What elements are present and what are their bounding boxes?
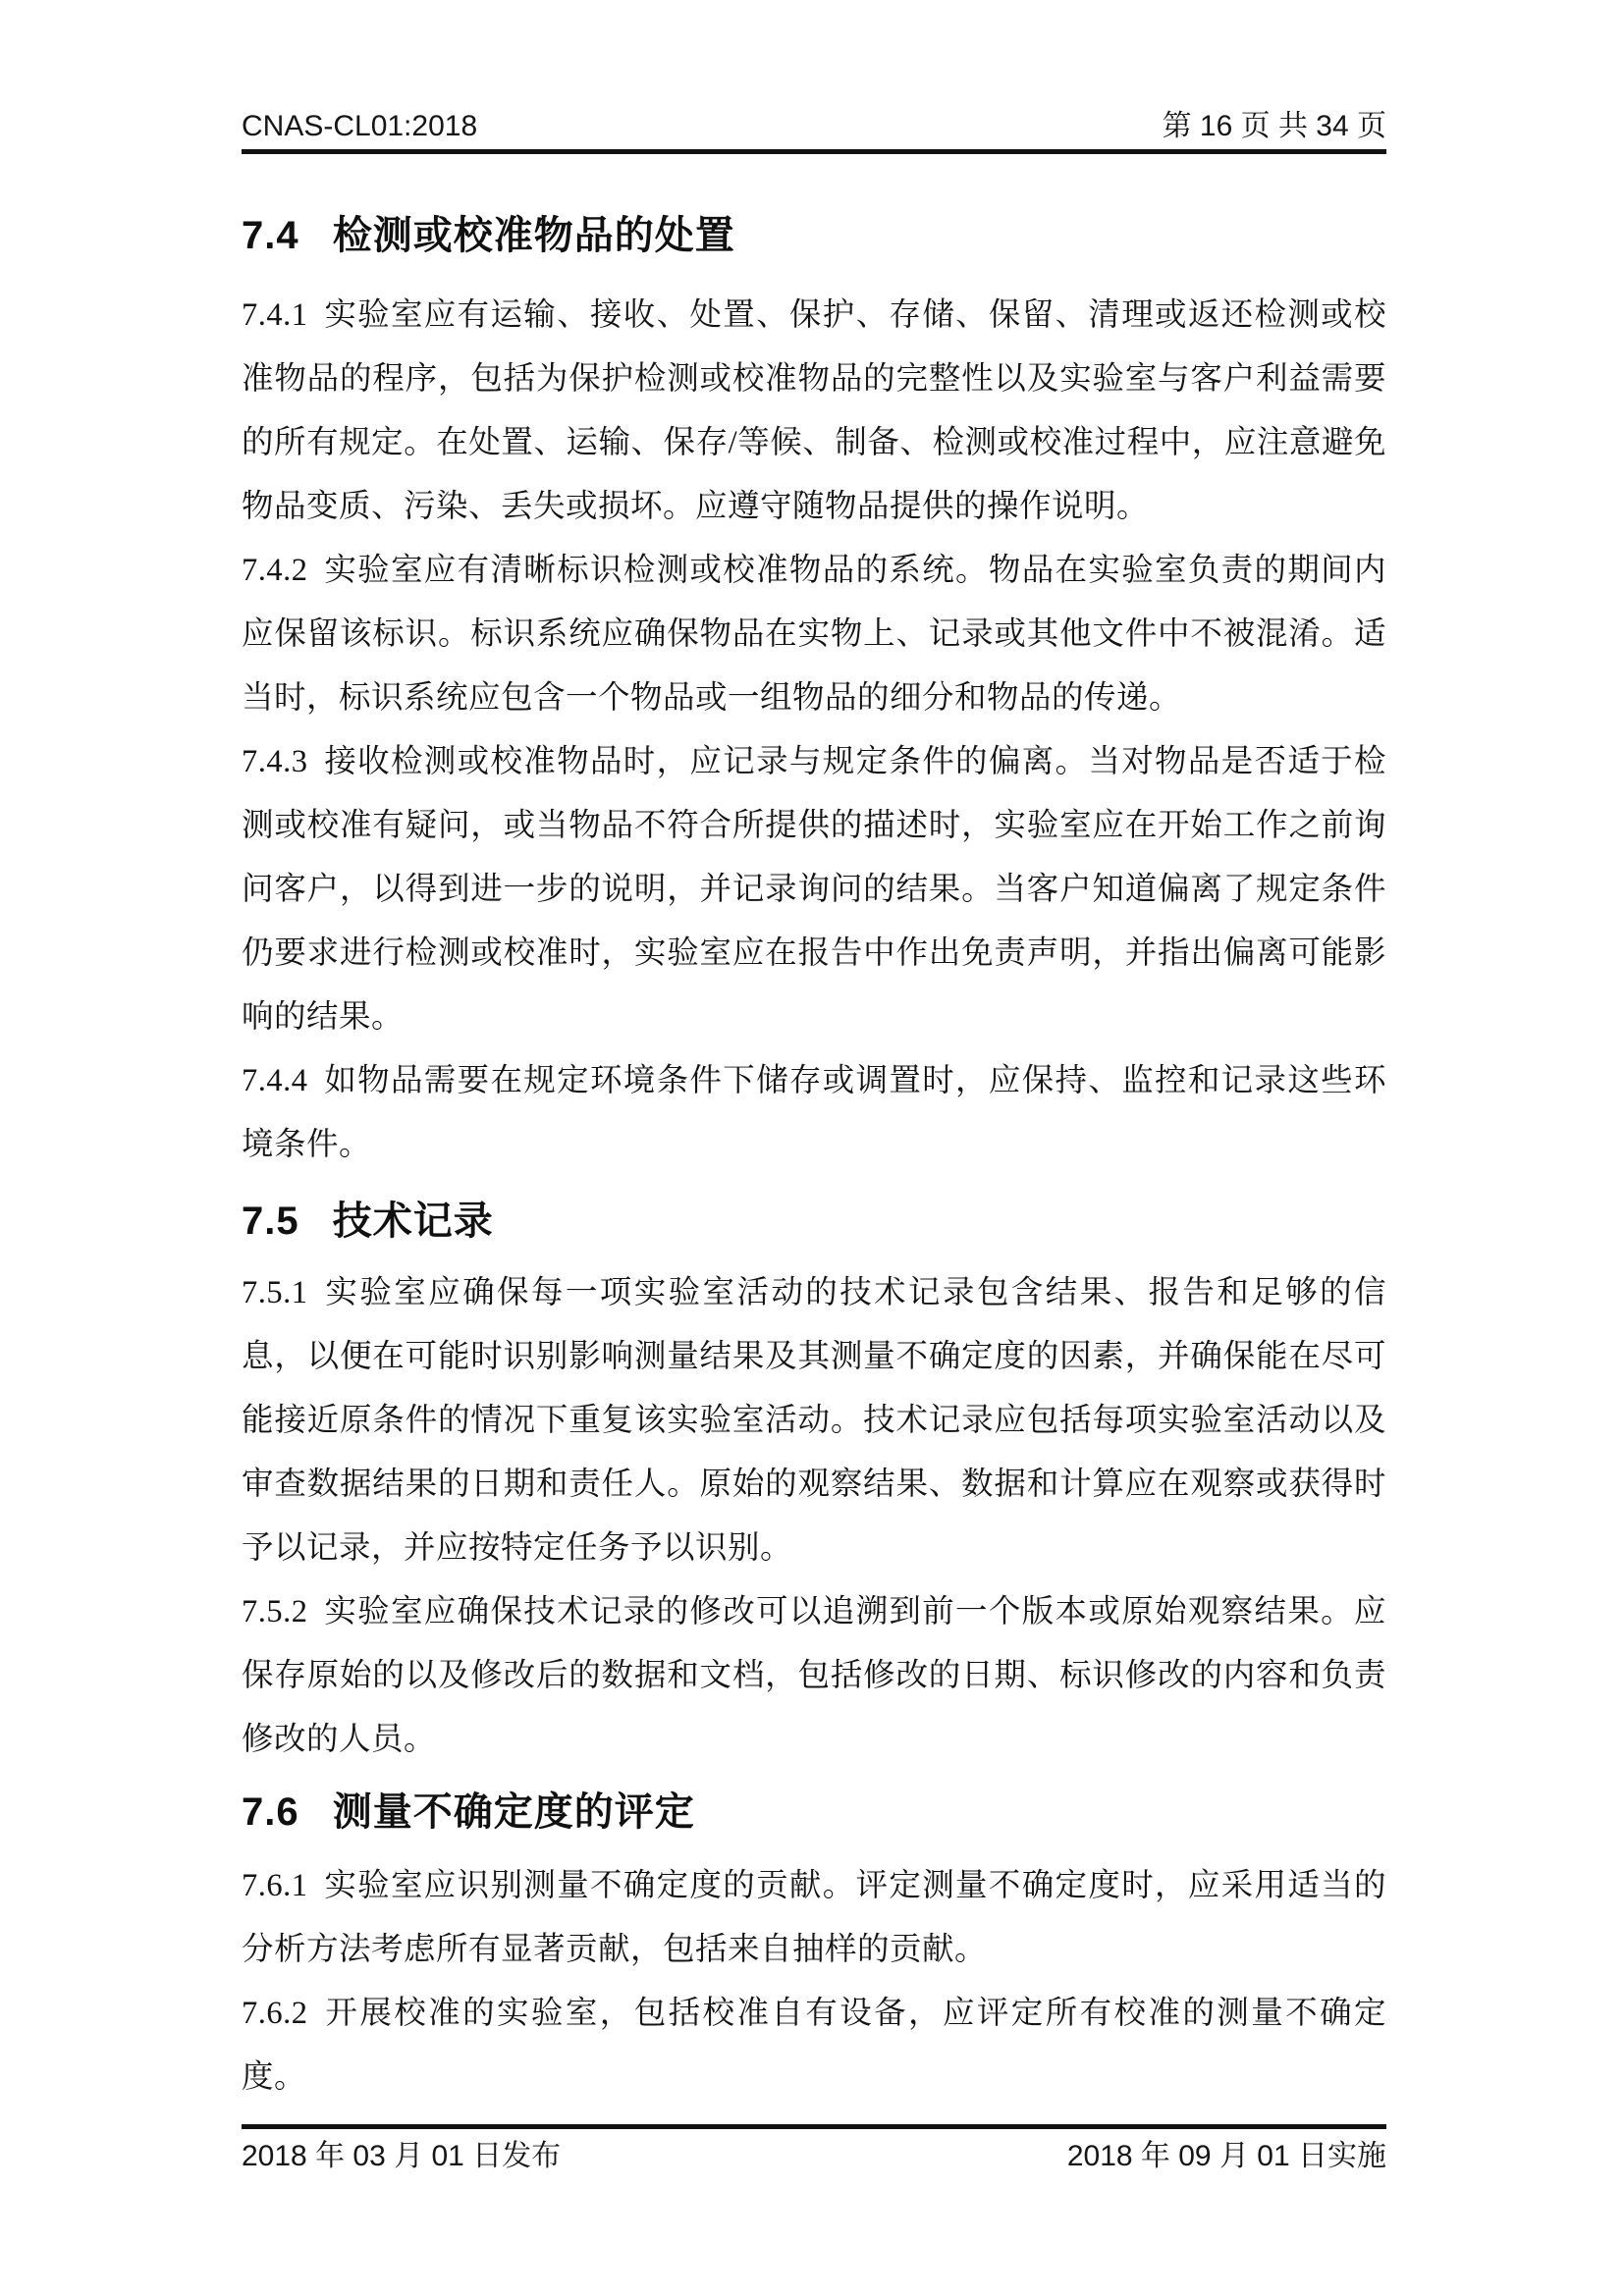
- section-heading-7-6: [242, 1791, 1386, 1833]
- clause-text: 如物品需要在规定环境条件下储存或调置时，应保持、监控和记录这些环境条件。: [242, 1063, 1386, 1162]
- clause-text: 接收检测或校准物品时，应记录与规定条件的偏离。当对物品是否适于检测或校准有疑问，或当物品不符合所提供的描述时，实验室应在开始工作之前询问客户，以得到进一步的说明，并记录询问的结果。当客户知道偏离了规定条件仍要求进行检测或校准时，实验室应在报告中作出免责声明，并指出偏离可能影响的结果。: [242, 744, 1386, 1035]
- clause-7-4-2: [242, 539, 1386, 730]
- header-rule: [242, 149, 1386, 154]
- clause-text: 实验室应确保技术记录的修改可以追溯到前一个版本或原始观察结果。应保存原始的以及修改后的数据和文档，包括修改的日期、标识修改的内容和负责修改的人员。: [242, 1594, 1386, 1757]
- clause-7-4-3: [242, 730, 1386, 1049]
- clause-text: 开展校准的实验室，包括校准自有设备，应评定所有校准的测量不确定度。: [242, 1996, 1386, 2095]
- section-number: 7.4: [242, 214, 299, 257]
- section-title: 检测或校准物品的处置: [332, 214, 735, 257]
- clause-number: 7.5.2: [242, 1594, 308, 1629]
- clause-number: 7.4.3: [242, 744, 308, 779]
- implement-date: 2018 年 09 月 01 日实施: [1066, 2140, 1386, 2172]
- clause-7-6-2: [242, 1982, 1386, 2109]
- clause-7-5-1: [242, 1261, 1386, 1580]
- section-number: 7.6: [242, 1790, 299, 1834]
- clause-7-5-2: [242, 1580, 1386, 1772]
- clause-number: 7.4.2: [242, 553, 308, 588]
- clause-7-4-4: [242, 1049, 1386, 1177]
- page-footer: [242, 2124, 1386, 2174]
- clause-number: 7.5.1: [242, 1275, 308, 1310]
- section-heading-7-5: [242, 1201, 1386, 1242]
- content-column: [242, 110, 1386, 2109]
- clause-7-6-1: [242, 1854, 1386, 1982]
- doc-code: CNAS-CL01:2018: [242, 110, 478, 142]
- footer-dates: [242, 2139, 1386, 2174]
- clause-text: 实验室应确保每一项实验室活动的技术记录包含结果、报告和足够的信息，以便在可能时识别影响测量结果及其测量不确定度的因素，并确保能在尽可能接近原条件的情况下重复该实验室活动。技术记录应包括每项实验室活动以及审查数据结果的日期和责任人。原始的观察结果、数据和计算应在观察或获得时予以记录，并应按特定任务予以识别。: [242, 1275, 1386, 1566]
- clause-text: 实验室应有运输、接收、处置、保护、存储、保留、清理或返还检测或校准物品的程序，包括为保护检测或校准物品的完整性以及实验室与客户利益需要的所有规定。在处置、运输、保存/等候、制备、检测或校准过程中，应注意避免物品变质、污染、丢失或损坏。应遵守随物品提供的操作说明。: [242, 297, 1386, 524]
- section-heading-7-4: [242, 215, 1386, 256]
- clause-7-4-1: [242, 284, 1386, 539]
- clause-number: 7.4.1: [242, 297, 308, 333]
- issue-date: 2018 年 03 月 01 日发布: [242, 2140, 562, 2172]
- page-number-info: 第 16 页 共 34 页: [1162, 110, 1386, 142]
- clause-number: 7.6.1: [242, 1868, 308, 1903]
- footer-rule: [242, 2124, 1386, 2129]
- clause-text: 实验室应识别测量不确定度的贡献。评定测量不确定度时，应采用适当的分析方法考虑所有显著贡献，包括来自抽样的贡献。: [242, 1868, 1386, 1967]
- clause-number: 7.4.4: [242, 1063, 308, 1098]
- section-title: 测量不确定度的评定: [332, 1790, 695, 1834]
- clause-number: 7.6.2: [242, 1996, 308, 2031]
- page-header: [242, 110, 1386, 143]
- section-number: 7.5: [242, 1200, 299, 1243]
- clause-text: 实验室应有清晰标识检测或校准物品的系统。物品在实验室负责的期间内应保留该标识。标识系统应确保物品在实物上、记录或其他文件中不被混淆。适当时，标识系统应包含一个物品或一组物品的细分和物品的传递。: [242, 553, 1386, 716]
- section-title: 技术记录: [332, 1200, 494, 1243]
